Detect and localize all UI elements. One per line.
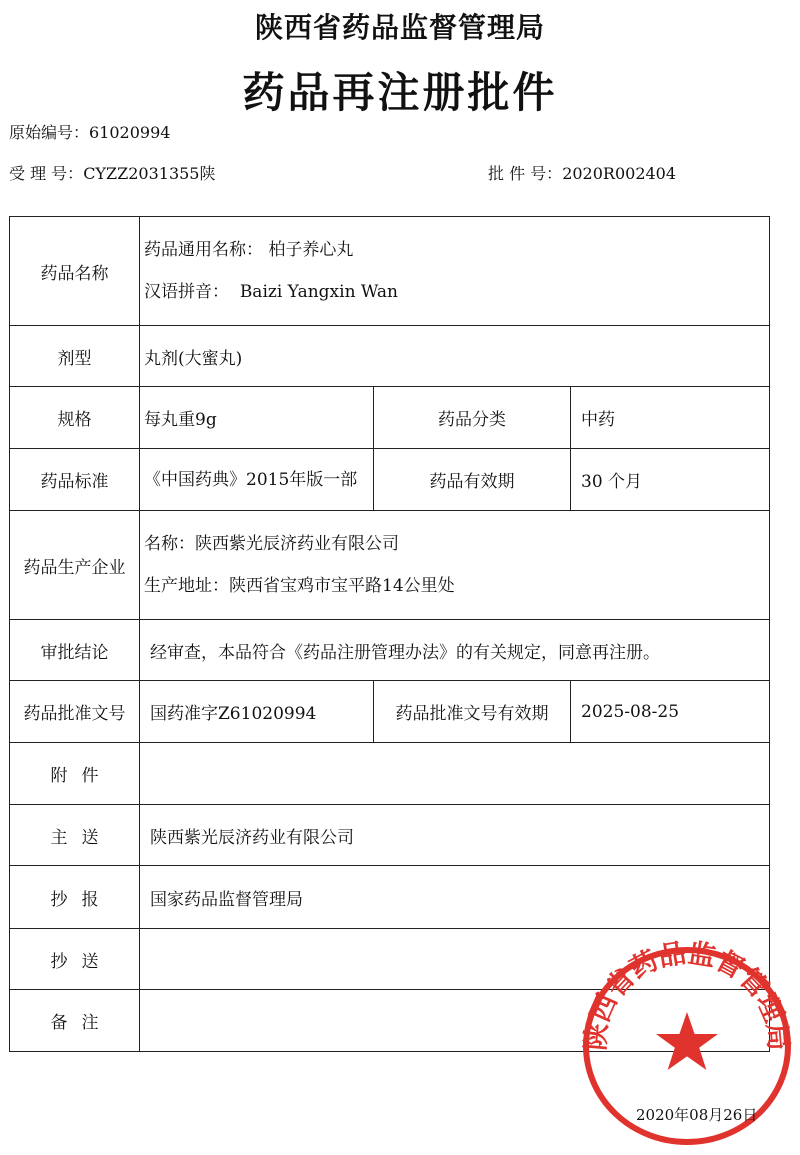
- generic-name-label: 药品通用名称：: [144, 240, 263, 260]
- standard-label: 药品标准: [10, 449, 140, 511]
- drug-name-cell: [140, 217, 770, 326]
- report-to-label: 抄报: [10, 866, 140, 929]
- row-spec-category: [10, 387, 770, 449]
- row-drug-name: [10, 217, 770, 326]
- seal-text-path: 陕西省药品监督管理局: [580, 938, 794, 1052]
- approval-validity-value: 2025-08-25: [571, 681, 770, 743]
- acceptance-number-line: [9, 161, 216, 184]
- validity-value: 30 个月: [571, 449, 770, 511]
- attachment-label: 附件: [10, 743, 140, 805]
- pinyin-value: Baizi Yangxin Wan: [239, 282, 399, 302]
- original-number-value: 61020994: [89, 123, 171, 142]
- manufacturer-label: 药品生产企业: [10, 511, 140, 620]
- acceptance-number-value: CYZZ2031355陕: [83, 164, 216, 183]
- main-recipient-value: 陕西紫光辰济药业有限公司: [140, 805, 770, 866]
- row-approval-number: [10, 681, 770, 743]
- approval-number-value: 国药准字Z61020994: [140, 681, 374, 743]
- main-recipient-label: 主送: [10, 805, 140, 866]
- manufacturer-cell: [140, 511, 770, 620]
- dosage-form-value: 丸剂(大蜜丸): [140, 326, 770, 387]
- attachment-value: [140, 743, 770, 805]
- drug-name-label: 药品名称: [10, 217, 140, 326]
- row-report-to: [10, 866, 770, 929]
- row-conclusion: [10, 620, 770, 681]
- remarks-label: 备注: [10, 990, 140, 1052]
- manufacturer-name-label: 名称：: [144, 534, 195, 554]
- pinyin-line: [144, 281, 765, 303]
- conclusion-value: 经审查，本品符合《药品注册管理办法》的有关规定，同意再注册。: [140, 620, 770, 681]
- approval-number-label: 药品批准文号: [10, 681, 140, 743]
- original-number-label: 原始编号：: [9, 123, 90, 142]
- manufacturer-name-value: 陕西紫光辰济药业有限公司: [195, 534, 399, 554]
- seal-star-icon: [656, 1012, 718, 1070]
- manufacturer-address-label: 生产地址：: [144, 576, 229, 596]
- spec-label: 规格: [10, 387, 140, 449]
- manufacturer-address-value: 陕西省宝鸡市宝平路14公里处: [229, 576, 455, 596]
- row-dosage-form: [10, 326, 770, 387]
- approval-form-table: [9, 216, 770, 1052]
- pinyin-label: 汉语拼音：: [144, 282, 229, 302]
- approval-document-number-label: 批 件 号：: [488, 164, 563, 183]
- approval-document-number-value: 2020R002404: [562, 164, 677, 183]
- acceptance-number-label: 受 理 号：: [9, 164, 84, 183]
- row-main-recipient: [10, 805, 770, 866]
- seal-date: 2020年08月26日: [636, 1106, 758, 1124]
- manufacturer-address-line: [144, 575, 765, 597]
- report-to-value: 国家药品监督管理局: [140, 866, 770, 929]
- standard-value: 《中国药典》2015年版一部: [140, 449, 374, 511]
- approval-document-number-line: [488, 161, 676, 184]
- row-attachment: [10, 743, 770, 805]
- category-value: 中药: [571, 387, 770, 449]
- original-number-line: [9, 120, 170, 143]
- conclusion-label: 审批结论: [10, 620, 140, 681]
- generic-name-value: 柏子养心丸: [268, 240, 354, 260]
- cc-label: 抄送: [10, 929, 140, 990]
- category-label: 药品分类: [374, 387, 571, 449]
- dosage-form-label: 剂型: [10, 326, 140, 387]
- issuing-agency: 陕西省药品监督管理局: [254, 11, 545, 44]
- approval-validity-label: 药品批准文号有效期: [374, 681, 571, 743]
- validity-label: 药品有效期: [374, 449, 571, 511]
- manufacturer-name-line: [144, 533, 765, 555]
- row-standard-validity: [10, 449, 770, 511]
- document-title: 药品再注册批件: [242, 68, 558, 117]
- row-manufacturer: [10, 511, 770, 620]
- spec-value: 每丸重9g: [140, 387, 374, 449]
- generic-name-line: [144, 239, 765, 261]
